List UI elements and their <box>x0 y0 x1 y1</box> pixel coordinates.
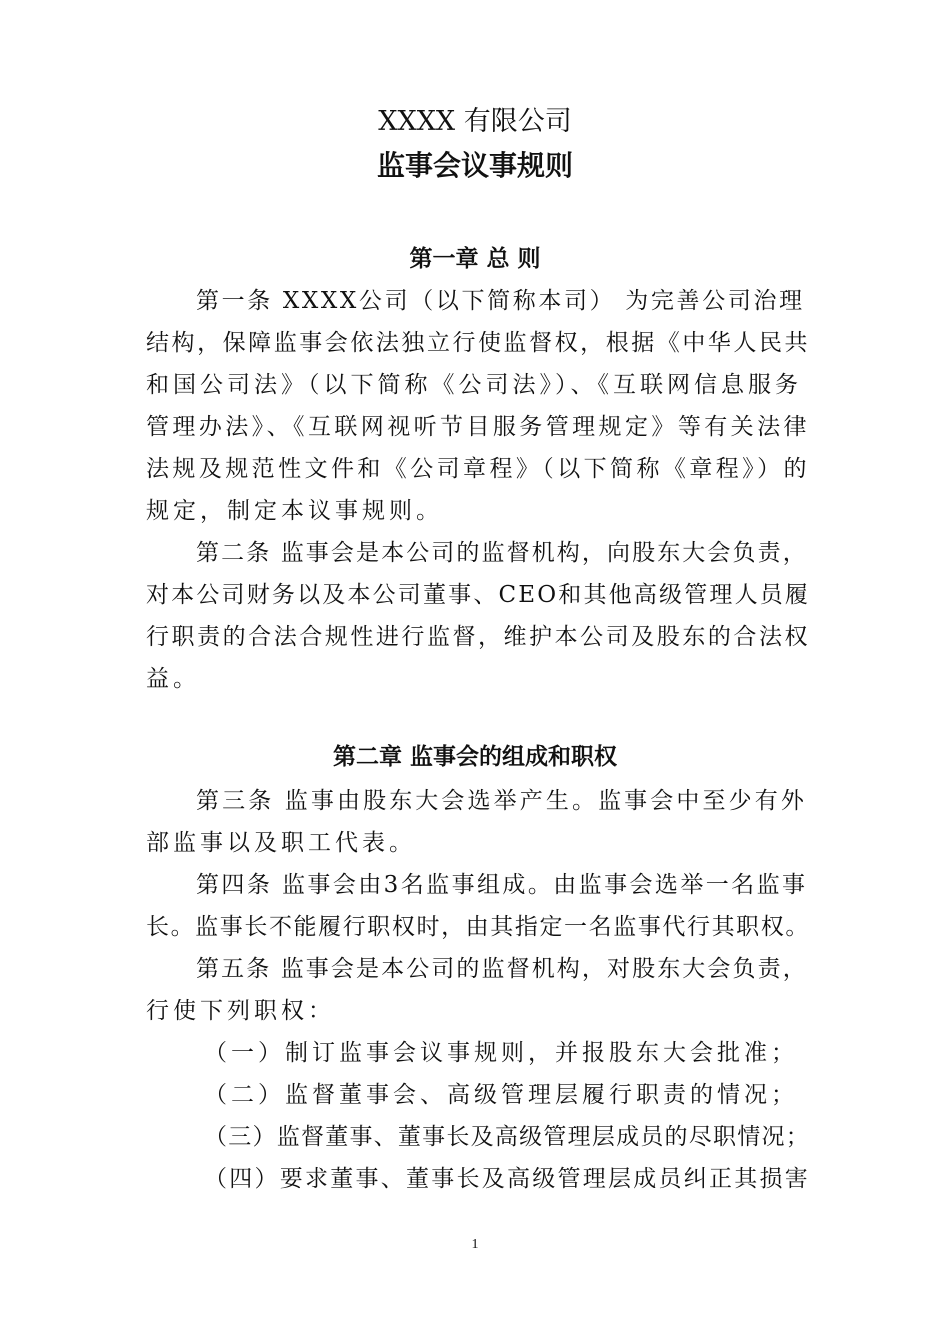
paragraph-line: 对本公司财务以及本公司董事、CEO和其他高级管理人员履 <box>146 582 811 608</box>
paragraph-line: 第一条 XXXX公司（以下简称本司） 为完善公司治理 <box>196 288 805 314</box>
paragraph-line: 法规及规范性文件和《公司章程》（以下简称《章程》）的 <box>146 456 810 482</box>
paragraph-line: 和国公司法》（以下简称《公司法》）、《互联网信息服务 <box>146 372 802 398</box>
list-item: （四）要求董事、董事长及高级管理层成员纠正其损害 <box>204 1166 810 1192</box>
paragraph-line: 益。 <box>146 666 200 692</box>
paragraph-line: 结构，保障监事会依法独立行使监督权，根据《中华人民共 <box>146 330 811 356</box>
chapter-2-heading: 第二章 监事会的组成和职权 <box>332 744 617 770</box>
chapter-1-heading: 第一章 总 则 <box>409 246 541 272</box>
paragraph-line: 长。监事长不能履行职权时，由其指定一名监事代行其职权。 <box>146 914 810 940</box>
paragraph-line: 部监事以及职工代表。 <box>146 830 416 856</box>
document-title: 监事会议事规则 <box>376 149 573 182</box>
company-title: XXXX 有限公司 <box>378 106 572 137</box>
paragraph-line: 第二条 监事会是本公司的监督机构，向股东大会负责， <box>196 540 808 566</box>
list-item: （一）制订监事会议事规则，并报股东大会批准； <box>204 1040 798 1066</box>
paragraph-line: 行职责的合法合规性进行监督，维护本公司及股东的合法权 <box>146 624 811 650</box>
page-number: 1 <box>471 1237 479 1252</box>
list-item: （三）监督董事、董事长及高级管理层成员的尽职情况； <box>204 1124 810 1150</box>
paragraph-line: 管理办法》、《互联网视听节目服务管理规定》等有关法律 <box>146 414 810 440</box>
list-item: （二）监督董事会、高级管理层履行职责的情况； <box>204 1082 798 1108</box>
paragraph-line: 第五条 监事会是本公司的监督机构，对股东大会负责， <box>196 956 808 982</box>
paragraph-line: 第三条 监事由股东大会选举产生。监事会中至少有外 <box>196 788 807 814</box>
paragraph-line: 第四条 监事会由3名监事组成。由监事会选举一名监事 <box>196 872 808 898</box>
paragraph-line: 行使下列职权： <box>146 998 335 1024</box>
paragraph-line: 规定，制定本议事规则。 <box>146 498 443 524</box>
